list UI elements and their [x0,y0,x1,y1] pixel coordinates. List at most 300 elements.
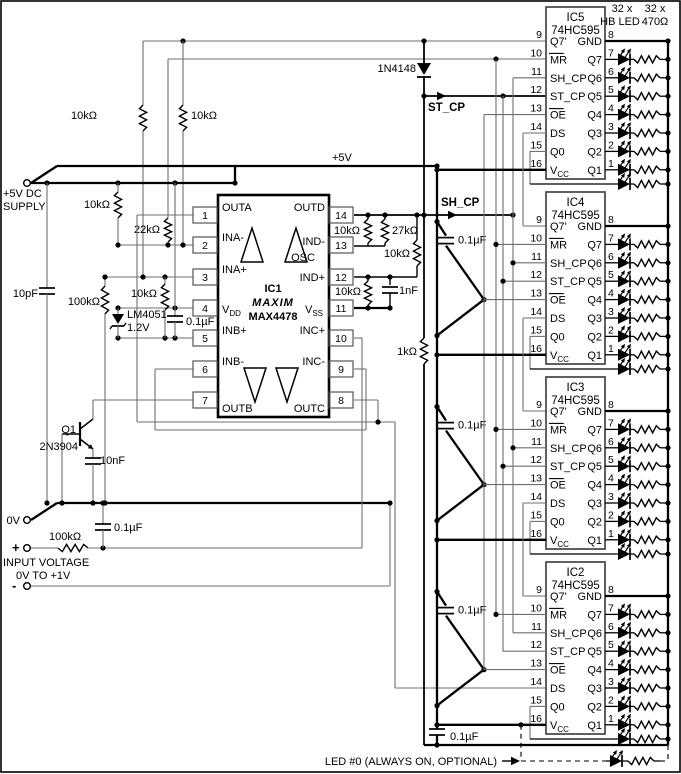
label-subscript: DD [229,309,241,318]
pin-number: 2 [608,509,614,522]
label: Q6 [587,627,602,640]
ic1-ref: IC1 [264,283,282,295]
junction-dot [510,445,515,450]
label: Q7 [587,609,602,622]
resistor-icon [634,74,660,81]
pin-number: 5 [608,84,614,97]
label: 32 x [644,3,666,15]
label: DS [550,313,566,325]
label: OE [550,294,566,307]
label: Q7' [550,221,567,233]
resistor-icon [634,611,660,618]
label: SH_CP [550,257,587,270]
resistor-icon [634,536,660,543]
label: IND+ [299,272,325,284]
pin-number: 7 [608,417,614,430]
junction-dot [434,219,439,224]
pin-number: 13 [530,657,542,670]
pin-number: 13 [335,240,347,252]
resistor-icon [634,499,660,506]
label: Q3 [587,498,602,510]
label: 32 x [611,3,633,15]
label: Q1 [587,534,602,547]
label-subscript: CC [557,539,569,549]
label: Q2 [587,331,602,344]
resistor-icon [628,757,654,764]
pin-number: 11 [531,435,542,448]
pin-number: 2 [608,139,614,152]
junction-dot [387,305,392,310]
resistor-icon [164,218,171,242]
resistor-icon [420,338,427,364]
pin-number: 4 [608,657,614,670]
label: Q6 [587,257,602,270]
ic-part: 74HC595 [551,210,600,222]
label: GND [577,221,602,233]
junction-dot [434,333,439,338]
label: MR [550,424,568,437]
resistor-icon [634,684,660,691]
label: SH_CP [550,442,587,455]
pin-number: 16 [530,342,542,355]
junction-dot [434,352,439,357]
pin-number: 3 [608,491,614,503]
pin-number: 1 [202,210,208,222]
label: Q1 [61,424,76,436]
junction-dot [375,419,380,424]
label: Q0 [550,331,565,344]
label: Q6 [587,442,602,455]
label: OUTB [222,403,253,415]
pin-number: 14 [530,491,542,503]
label: Q1 [587,349,602,362]
label: INA- [222,232,244,244]
pin-number: 3 [608,676,614,688]
label: - [12,578,17,593]
label: Q3 [587,313,602,325]
label: INC+ [299,325,325,337]
ic-ref: IC3 [566,382,585,394]
maxim-logo: MAXIM [252,297,294,309]
resistor-icon [634,735,660,742]
zener-icon [110,326,112,329]
pin-number: 9 [338,364,344,376]
pin-number: 6 [608,435,614,448]
label: 10kΩ [84,199,110,211]
label: MR [550,609,568,622]
pin-number: 9 [536,399,542,411]
label: DS [550,128,566,140]
junction-dot [434,537,439,542]
pin-number: 7 [202,395,208,407]
resistor-icon [634,129,660,136]
pin-number: 13 [530,472,542,485]
pin-number: 4 [608,102,614,115]
label: 0.1µF [458,419,487,432]
pin-number: 8 [608,214,614,226]
resistor-icon [161,284,168,310]
label: Q7' [550,406,567,418]
junction-dot [100,500,105,505]
pin-number: 9 [536,29,542,41]
junction-dot [434,589,439,594]
resistor-icon [114,192,121,218]
junction-dot [500,279,505,284]
junction-dot [434,722,439,727]
label: 22kΩ [134,224,160,236]
label [305,304,323,318]
label: OE [550,664,566,677]
junction-dot [387,500,392,505]
label: 100kΩ [49,531,82,543]
pin-number: 7 [608,47,614,60]
resistor-icon [634,444,660,451]
resistor-icon [634,148,660,155]
label: Q5 [587,461,602,474]
resistor-icon [634,426,660,433]
label: 0.1µF [458,604,487,617]
label: Q0 [550,516,565,529]
label-subscript: CC [557,169,569,179]
pin-number: 16 [530,712,542,725]
pin-number: 11 [531,620,542,633]
pin-number: 1 [608,157,614,170]
label: SH_CP [441,197,480,209]
pin-number: 10 [530,417,542,430]
label: INA+ [222,264,247,276]
label: + [12,540,20,555]
ic-part: 74HC595 [551,580,600,592]
pin-number: 15 [530,139,542,152]
pin-number: 5 [608,454,614,467]
pin-number: 16 [530,527,542,540]
pin-number: 10 [530,232,542,245]
label: 0V TO +1V [16,570,71,582]
label: ST_CP [428,102,466,114]
wire [437,485,484,521]
label: Q2 [587,516,602,529]
label: 10kΩ [335,286,361,298]
label: 0V [6,515,20,527]
label-base: V [305,304,313,316]
pin-number: 7 [608,232,614,245]
label: 0.1µF [458,234,487,247]
wire [446,616,484,670]
resistor-icon [634,703,660,710]
label: Q7 [587,54,602,67]
pin-number: 6 [608,620,614,633]
junction-dot [434,703,439,708]
junction-dot [102,274,107,279]
label: Q0 [550,146,565,159]
resistor-icon [634,111,660,118]
junction-dot [500,464,505,469]
label: Q4 [587,109,602,122]
label: Q2 [587,701,602,714]
label: 0.1µF [114,522,143,534]
junction-dot [510,260,515,265]
resistor-icon [634,56,660,63]
label: INPUT VOLTAGE [3,557,90,569]
diode-icon [417,63,431,75]
label: GND [577,406,602,418]
label: ST_CP [550,91,586,104]
label: OUTC [293,403,325,415]
terminal-circle [24,583,31,590]
pin-number: 11 [531,65,542,78]
pin-number: 8 [338,395,344,407]
label [222,304,241,318]
resistor-icon [634,463,660,470]
wire [446,246,484,300]
label: Q0 [550,701,565,714]
ic-ref: IC5 [566,12,585,24]
resistor-icon [634,666,660,673]
pin-number: 2 [202,240,208,252]
pin-number: 7 [608,602,614,615]
label: Q7' [550,36,567,48]
label: 1N4148 [377,63,416,75]
label: Q7 [587,239,602,252]
junction-dot [365,305,370,310]
label-base: V [222,304,230,316]
pin-number: 4 [608,287,614,300]
label [550,720,569,734]
junction-dot [493,612,498,617]
junction-dot [44,500,49,505]
label: 0.1µF [450,731,479,743]
resistor-icon [634,648,660,655]
pin-number: 4 [608,472,614,485]
pin-number: 12 [530,454,542,467]
pin-number: 9 [536,584,542,596]
label: INB- [222,356,244,368]
label: Q5 [587,91,602,104]
pin-number: 12 [335,272,347,284]
label: Q6 [587,72,602,85]
pin-number: 6 [202,364,208,376]
transistor-icon [80,419,93,429]
label: 10nF [100,455,126,467]
label: HB LED [600,16,640,28]
pin-number: 16 [530,157,542,170]
pin-number: 6 [608,65,614,78]
pin-number: 14 [530,306,542,318]
label: Q5 [587,646,602,659]
pin-number: 5 [608,269,614,282]
pin-number: 14 [530,121,542,133]
pin-number: 10 [335,333,347,345]
label: 10kΩ [384,248,410,260]
label: 100kΩ [67,296,100,308]
label: 27kΩ [392,225,418,237]
junction-dot [434,518,439,523]
label: MR [550,239,568,252]
pin-number: 15 [530,324,542,337]
pin-number: 6 [608,250,614,263]
resistor-icon [364,281,371,305]
label: 10pF [12,288,38,300]
junction-dot [165,242,170,247]
resistor-icon [634,518,660,525]
pin-number: 15 [530,694,542,707]
ic-part: 74HC595 [551,395,600,407]
resistor-icon [634,166,660,173]
pin-number: 13 [530,102,542,115]
pin-number: 11 [531,250,542,263]
pin-number: 8 [608,29,614,41]
junction-dot [180,242,185,247]
ic1-part: MAX4478 [248,311,298,323]
wire [31,166,57,183]
pin-number: 3 [202,272,208,284]
label: 1.2V [127,322,150,334]
label: 1kΩ [397,346,417,358]
label: 10kΩ [334,225,360,237]
pin-number: 1 [608,527,614,540]
resistor-icon [364,219,371,243]
label-subscript: SS [312,309,324,318]
resistor-icon [179,105,186,131]
resistor-icon [58,544,88,551]
led0-note: LED #0 (ALWAYS ON, OPTIONAL) [324,756,497,768]
label: LM4051 [127,309,167,321]
zener-icon [112,314,124,324]
junction-dot [518,722,523,727]
junction-dot [493,242,498,247]
resistor-icon [634,351,660,358]
label: INB+ [222,325,247,337]
label: Q4 [587,479,602,492]
label: +5V DC [3,188,42,200]
pin-number: 2 [608,324,614,337]
label: 10kΩ [71,110,97,122]
junction-dot [493,427,498,432]
label: OUTA [222,202,252,214]
label: DS [550,498,566,510]
zener-icon [124,323,126,326]
pin-number: 5 [202,333,208,345]
resistor-icon [634,278,660,285]
label: GND [577,591,602,603]
pin-number: 9 [536,214,542,226]
label: OE [550,109,566,122]
label-subscript: CC [557,724,569,734]
junction-dot [434,404,439,409]
resistor-icon [634,333,660,340]
terminal-circle [24,517,31,524]
label: SH_CP [550,72,587,85]
label: SH_CP [550,627,587,640]
junction-dot [140,274,145,279]
label: +5V [332,152,352,164]
pin-number: 14 [530,676,542,688]
label: Q5 [587,276,602,289]
signal-arrow-icon [511,757,520,765]
label: ST_CP [550,276,586,289]
label: MR [550,54,568,67]
opamp-c-icon [276,368,298,402]
pin-number: 3 [608,306,614,318]
resistor-icon [634,481,660,488]
opamp-a-icon [241,228,263,262]
pin-number: 3 [608,121,614,133]
label: Q3 [587,683,602,695]
resistor-icon [634,550,660,557]
label: Q7' [550,591,567,603]
junction-dot [232,180,237,185]
label: DS [550,683,566,695]
ic-ref: IC4 [566,197,585,209]
pin-number: 11 [335,303,347,315]
label: OUTD [293,202,325,214]
label: OSC [291,252,315,264]
terminal-circle [24,545,31,552]
pin-number: 12 [530,269,542,282]
label: 2N3904 [39,441,78,453]
label-base: V [550,349,558,362]
label: 0.1µF [186,316,215,328]
label: IND- [302,236,325,248]
pin-number: 10 [530,602,542,615]
label: 10kΩ [131,288,157,300]
ic-part: 74HC595 [551,25,600,37]
wire [31,503,57,520]
wire [437,300,484,336]
label: Q2 [587,146,602,159]
signal-arrow-icon [448,211,457,219]
pin-number: 5 [608,639,614,652]
label: 10kΩ [191,110,217,122]
pin-number: 12 [530,639,542,652]
resistor-icon [634,365,660,372]
ic-ref: IC2 [566,567,585,579]
label: Q1 [587,164,602,177]
signal-arrow-icon [437,92,446,100]
label-subscript: CC [557,354,569,364]
label: ST_CP [550,646,586,659]
pin-number: 12 [530,84,542,97]
label-base: V [550,164,558,177]
pin-number: 10 [530,47,542,60]
wire [446,431,484,485]
opamp-b-icon [244,368,266,402]
resistor-icon [634,314,660,321]
pin-number: 8 [608,584,614,596]
pin-number: 1 [608,712,614,725]
label: 1nF [399,285,418,297]
junction-dot [434,167,439,172]
pin-number: 14 [335,210,347,222]
label: 470Ω [641,16,669,28]
pin-number: 4 [202,303,208,315]
junction-dot [115,242,120,247]
terminal-circle [24,180,31,187]
resistor-icon [381,219,388,243]
label: GND [577,36,602,48]
resistor-icon [634,241,660,248]
resistor-icon [413,240,420,266]
label: SUPPLY [3,201,46,213]
resistor-icon [634,296,660,303]
label: Q4 [587,664,602,677]
label: Q1 [587,719,602,732]
resistor-icon [634,93,660,100]
pin-number: 15 [530,509,542,522]
pin-number: 1 [608,342,614,355]
label: INC- [302,356,325,368]
resistor-icon [634,629,660,636]
